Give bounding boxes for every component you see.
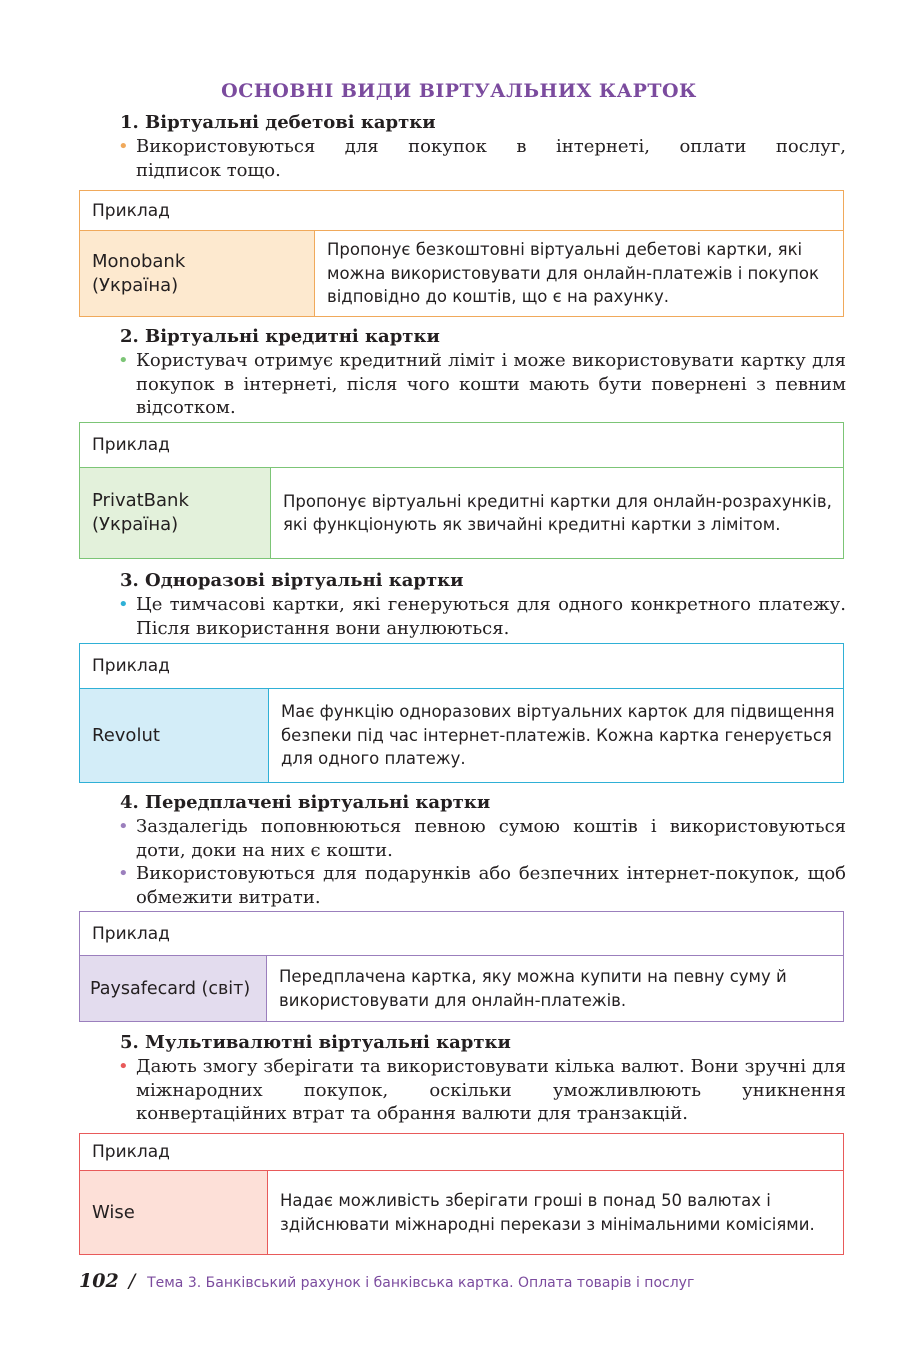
section-heading-5: 5. Мультивалютні віртуальні картки: [120, 1032, 511, 1053]
page-number: 102: [79, 1270, 119, 1292]
bank-description: Пропонує віртуальні кредитні картки для онлайн-розрахунків, які функціонують як звичайні кредитні картки з лімітом.: [283, 491, 832, 534]
bank-description: Надає можливість зберігати гроші в понад 50 валютах і здійснювати міжнародні перекази з мінімальними комісіями.: [280, 1191, 815, 1234]
footer-separator: /: [128, 1270, 136, 1292]
bullet-dot-icon: •: [118, 136, 129, 157]
bank-name: Wise: [80, 1171, 268, 1254]
bank-name: Paysafecard (світ): [80, 956, 267, 1021]
example-box-5: [79, 1133, 844, 1255]
bullet-text: Користувач отримує кредитний ліміт і може використовувати картку для покупок в інтернеті, після чого кошти мають бути повернені з певним відсотком.: [136, 350, 846, 418]
footer-topic: Тема 3. Банківський рахунок і банківська картка. Оплата товарів і послуг: [147, 1275, 695, 1291]
example-label: Приклад: [80, 1134, 843, 1171]
bullet-dot-icon: •: [118, 594, 129, 615]
page-title: ОСНОВНІ ВИДИ ВІРТУАЛЬНИХ КАРТОК: [221, 80, 697, 102]
bullet-dot-icon: •: [118, 863, 129, 884]
bullet-dot-icon: •: [118, 1056, 129, 1077]
bank-description: Має функцію одноразових віртуальних карток для підвищення безпеки під час інтернет-платежів. Кожна картка генерується для одного платежу.: [281, 702, 835, 769]
page-footer: [79, 1270, 694, 1292]
bank-name: Monobank (Україна): [80, 231, 315, 316]
bullet-dot-icon: •: [118, 816, 129, 837]
section-heading-1: 1. Віртуальні дебетові картки: [120, 112, 436, 133]
example-box-4: [79, 911, 844, 1022]
section-heading-2: 2. Віртуальні кредитні картки: [120, 326, 440, 347]
example-label: Приклад: [80, 191, 843, 231]
example-label: Приклад: [80, 644, 843, 689]
bullet-text: Використовуються для покупок в інтернеті, оплати послуг,: [136, 136, 846, 157]
section-heading-4: 4. Передплачені віртуальні картки: [120, 792, 491, 813]
example-label: Приклад: [80, 912, 843, 956]
bank-name: PrivatBank (Україна): [80, 468, 271, 558]
bullet-dot-icon: •: [118, 350, 129, 371]
section-heading-3: 3. Одноразові віртуальні картки: [120, 570, 464, 591]
bullet-item: [118, 1055, 846, 1126]
bank-description: Передплачена картка, яку можна купити на певну суму й використовувати для онлайн-платежів.: [279, 967, 787, 1010]
example-box-3: [79, 643, 844, 783]
bullet-text: підписок тощо.: [136, 159, 281, 181]
bank-description: Пропонує безкоштовні віртуальні дебетові картки, які можна використовувати для онлайн-платежів і покупок відповідно до коштів, що є на рахунку.: [327, 240, 819, 307]
bullet-text: Заздалегідь поповнюються певною сумою коштів і використовуються доти, доки на них є кошти.: [136, 816, 846, 861]
example-box-2: [79, 422, 844, 559]
bullet-text: Використовуються для подарунків або безпечних інтернет-покупок, щоб обмежити витрати.: [136, 863, 846, 908]
example-label: Приклад: [80, 423, 843, 468]
example-box-1: [79, 190, 844, 317]
bullet-text: Дають змогу зберігати та використовувати кілька валют. Вони зручні для міжнародних покупок, оскільки уможливлюють уникнення конвертаційних втрат та обрання валюти для транзакцій.: [136, 1056, 846, 1124]
bullet-item: [118, 135, 846, 182]
bank-name: Revolut: [80, 689, 269, 782]
bullet-item: [118, 815, 846, 862]
bullet-item: [118, 862, 846, 909]
bullet-text: Це тимчасові картки, які генеруються для одного конкретного платежу. Після використання вони анулюються.: [136, 594, 846, 639]
bullet-item: [118, 349, 846, 420]
bullet-item: [118, 593, 846, 640]
